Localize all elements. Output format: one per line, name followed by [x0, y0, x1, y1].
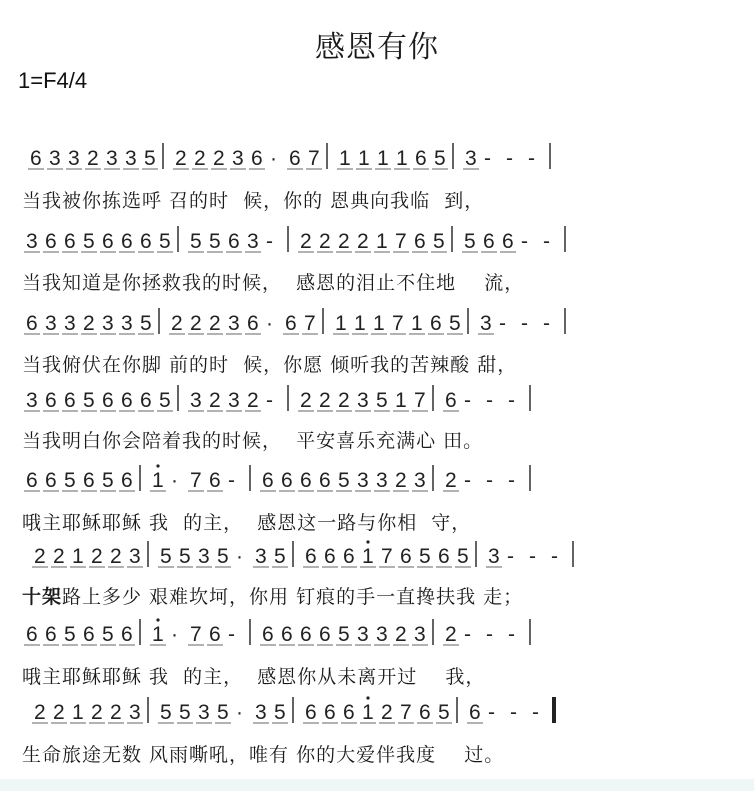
note: 3 — [465, 147, 477, 170]
note: 2 — [110, 701, 122, 724]
notation-line — [28, 143, 550, 170]
note: 6 — [209, 623, 221, 646]
lyrics-line-6 — [22, 582, 523, 609]
dash: - — [464, 389, 471, 412]
note: 6 — [26, 312, 38, 335]
dash: - — [528, 147, 535, 170]
note: 2 — [445, 623, 457, 646]
lyrics-line-6-text: 路上多少 艰难坎坷，你用 钉痕的手一直搀扶我 走； — [62, 586, 524, 608]
note: 3 — [26, 230, 38, 253]
note: 6 — [45, 469, 57, 492]
dot: · — [236, 545, 243, 568]
dash: - — [551, 545, 558, 568]
note: 5 — [433, 230, 445, 253]
note: 3 — [68, 147, 80, 170]
dash: - — [506, 147, 513, 170]
note: 6 — [64, 389, 76, 412]
note: 1 — [354, 312, 366, 335]
note: 1 — [335, 312, 347, 335]
note: 3 — [228, 312, 240, 335]
dash: - — [484, 147, 491, 170]
dash: - — [228, 623, 235, 646]
dash: - — [266, 389, 273, 412]
note: 5 — [434, 147, 446, 170]
note: 2 — [395, 469, 407, 492]
notation-line — [24, 385, 530, 412]
note: 2 — [34, 701, 46, 724]
dash: - — [521, 312, 528, 335]
note: 5 — [160, 545, 172, 568]
notation-line — [24, 618, 530, 646]
note: 3 — [125, 147, 137, 170]
dash: - — [508, 389, 515, 412]
note: 2 — [175, 147, 187, 170]
note: 3 — [106, 147, 118, 170]
note: 3 — [198, 545, 210, 568]
note: 6 — [343, 545, 355, 568]
note: 5 — [449, 312, 461, 335]
note: 3 — [357, 389, 369, 412]
note: 2 — [395, 623, 407, 646]
note: 6 — [414, 230, 426, 253]
note: 5 — [338, 623, 350, 646]
dash: - — [543, 230, 550, 253]
note: 2 — [209, 312, 221, 335]
note: 2 — [34, 545, 46, 568]
dash: - — [464, 469, 471, 492]
dot: · — [270, 147, 277, 170]
note: 3 — [228, 389, 240, 412]
note: 2 — [381, 701, 393, 724]
note: 1 — [358, 147, 370, 170]
note: 5 — [102, 469, 114, 492]
note: 6 — [26, 623, 38, 646]
note: 6 — [45, 623, 57, 646]
note: 3 — [247, 230, 259, 253]
note: 1 — [376, 230, 388, 253]
note: 6 — [64, 230, 76, 253]
note: 6 — [419, 701, 431, 724]
note: 3 — [190, 389, 202, 412]
note: 6 — [140, 389, 152, 412]
note: 7 — [308, 147, 320, 170]
note: 3 — [49, 147, 61, 170]
dot: · — [236, 701, 243, 724]
dash: - — [266, 230, 273, 253]
note: 6 — [300, 623, 312, 646]
note: 5 — [159, 389, 171, 412]
note: 3 — [129, 701, 141, 724]
note: 7 — [392, 312, 404, 335]
note: 1 — [396, 147, 408, 170]
note: 3 — [45, 312, 57, 335]
note: 3 — [376, 623, 388, 646]
note: 6 — [121, 230, 133, 253]
lyrics-line-1: 当我被你拣选呼 召的时 候，你的 恩典向我临 到， — [22, 190, 485, 212]
note: 3 — [64, 312, 76, 335]
note: 3 — [357, 469, 369, 492]
note: 5 — [140, 312, 152, 335]
note: 6 — [483, 230, 495, 253]
note: 6 — [324, 701, 336, 724]
note: 3 — [26, 389, 38, 412]
note: 2 — [213, 147, 225, 170]
note: 3 — [414, 469, 426, 492]
note: 2 — [194, 147, 206, 170]
dot: · — [171, 623, 178, 646]
dash: - — [499, 312, 506, 335]
note: 5 — [144, 147, 156, 170]
note: 1 — [395, 389, 407, 412]
note: 6 — [289, 147, 301, 170]
note: 1 — [362, 545, 374, 568]
notation-line — [32, 540, 573, 568]
note: 2 — [445, 469, 457, 492]
note: 1 — [72, 701, 84, 724]
note: 6 — [262, 623, 274, 646]
note: 6 — [83, 623, 95, 646]
dash: - — [507, 545, 514, 568]
note: 5 — [159, 230, 171, 253]
dash: - — [529, 545, 536, 568]
note: 6 — [502, 230, 514, 253]
note: 3 — [414, 623, 426, 646]
note: 6 — [209, 469, 221, 492]
lyrics-line-8: 生命旅途无数 风雨嘶吼，唯有 你的大爱伴我度 过。 — [22, 744, 505, 766]
note: 7 — [395, 230, 407, 253]
note: 7 — [190, 623, 202, 646]
note: 5 — [179, 545, 191, 568]
dash: - — [464, 623, 471, 646]
note: 5 — [190, 230, 202, 253]
note: 1 — [362, 701, 374, 724]
notation-line — [24, 308, 565, 335]
note: 3 — [480, 312, 492, 335]
note: 3 — [232, 147, 244, 170]
note: 5 — [209, 230, 221, 253]
note: 5 — [160, 701, 172, 724]
dash: - — [486, 389, 493, 412]
note: 5 — [464, 230, 476, 253]
note: 6 — [121, 469, 133, 492]
dash: - — [543, 312, 550, 335]
note: 2 — [357, 230, 369, 253]
note: 5 — [438, 701, 450, 724]
note: 6 — [251, 147, 263, 170]
note: 3 — [255, 701, 267, 724]
note: 2 — [91, 701, 103, 724]
note: 5 — [102, 623, 114, 646]
note: 6 — [469, 701, 481, 724]
note: 5 — [83, 389, 95, 412]
note: 6 — [30, 147, 42, 170]
note: 5 — [217, 701, 229, 724]
lyrics-bold-prefix: 十架 — [22, 586, 63, 608]
note: 1 — [339, 147, 351, 170]
note: 5 — [376, 389, 388, 412]
note: 2 — [171, 312, 183, 335]
key-signature: 1=F4/4 — [18, 68, 88, 93]
note: 2 — [319, 389, 331, 412]
note: 2 — [338, 389, 350, 412]
note: 6 — [319, 469, 331, 492]
note: 5 — [274, 545, 286, 568]
dot: · — [171, 469, 178, 492]
note: 1 — [72, 545, 84, 568]
note: 2 — [53, 701, 65, 724]
lyrics-line-2: 当我知道是你拯救我的时候， 感恩的泪止不住地 流， — [22, 272, 525, 294]
notation-line — [32, 696, 554, 724]
dash: - — [510, 701, 517, 724]
note: 7 — [304, 312, 316, 335]
lyrics-line-5: 哦主耶稣耶稣 我 的主， 感恩这一路与你相 守， — [22, 512, 472, 534]
dash: - — [508, 623, 515, 646]
note: 1 — [152, 469, 164, 492]
note: 2 — [338, 230, 350, 253]
note: 2 — [300, 230, 312, 253]
note: 7 — [414, 389, 426, 412]
note: 3 — [255, 545, 267, 568]
dash: - — [486, 469, 493, 492]
note: 5 — [64, 623, 76, 646]
note: 6 — [102, 230, 114, 253]
note: 6 — [26, 469, 38, 492]
note: 6 — [300, 469, 312, 492]
note: 2 — [53, 545, 65, 568]
note: 2 — [91, 545, 103, 568]
note: 6 — [430, 312, 442, 335]
note: 2 — [87, 147, 99, 170]
note: 1 — [373, 312, 385, 335]
note: 1 — [411, 312, 423, 335]
note: 6 — [400, 545, 412, 568]
note: 2 — [209, 389, 221, 412]
dash: - — [532, 701, 539, 724]
note: 6 — [102, 389, 114, 412]
note: 6 — [445, 389, 457, 412]
song-title: 感恩有你 — [315, 30, 439, 65]
note: 5 — [64, 469, 76, 492]
note: 6 — [262, 469, 274, 492]
note: 3 — [129, 545, 141, 568]
note: 1 — [377, 147, 389, 170]
note: 5 — [419, 545, 431, 568]
note: 7 — [190, 469, 202, 492]
note: 5 — [83, 230, 95, 253]
dash: - — [508, 469, 515, 492]
note: 6 — [140, 230, 152, 253]
note: 2 — [319, 230, 331, 253]
dash: - — [521, 230, 528, 253]
note: 6 — [45, 389, 57, 412]
note: 6 — [281, 469, 293, 492]
notation-line — [24, 226, 565, 253]
note: 3 — [488, 545, 500, 568]
note: 6 — [305, 545, 317, 568]
note: 2 — [110, 545, 122, 568]
notation-line — [24, 464, 530, 492]
note: 5 — [217, 545, 229, 568]
note: 1 — [152, 623, 164, 646]
lyrics-line-7: 哦主耶稣耶稣 我 的主， 感恩你从未离开过 我， — [22, 666, 486, 688]
note: 6 — [343, 701, 355, 724]
note: 6 — [228, 230, 240, 253]
lyrics-line-4: 当我明白你会陪着我的时候， 平安喜乐充满心 田。 — [22, 430, 484, 452]
note: 6 — [247, 312, 259, 335]
note: 3 — [102, 312, 114, 335]
note: 5 — [179, 701, 191, 724]
note: 6 — [281, 623, 293, 646]
dot: · — [266, 312, 273, 335]
note: 6 — [285, 312, 297, 335]
note: 7 — [381, 545, 393, 568]
note: 6 — [305, 701, 317, 724]
note: 6 — [319, 623, 331, 646]
note: 3 — [121, 312, 133, 335]
bottom-band — [0, 779, 754, 791]
note: 7 — [400, 701, 412, 724]
lyrics-line-3: 当我俯伏在你脚 前的时 候，你愿 倾听我的苦辣酸 甜， — [22, 354, 518, 376]
note: 6 — [324, 545, 336, 568]
note: 6 — [121, 623, 133, 646]
note: 5 — [457, 545, 469, 568]
note: 5 — [338, 469, 350, 492]
note: 3 — [376, 469, 388, 492]
note: 2 — [190, 312, 202, 335]
note: 2 — [300, 389, 312, 412]
dash: - — [486, 623, 493, 646]
note: 6 — [83, 469, 95, 492]
note: 3 — [357, 623, 369, 646]
note: 6 — [45, 230, 57, 253]
note: 5 — [274, 701, 286, 724]
note: 2 — [247, 389, 259, 412]
note: 6 — [438, 545, 450, 568]
dash: - — [228, 469, 235, 492]
dash: - — [488, 701, 495, 724]
note: 3 — [198, 701, 210, 724]
note: 2 — [83, 312, 95, 335]
note: 6 — [121, 389, 133, 412]
note: 6 — [415, 147, 427, 170]
